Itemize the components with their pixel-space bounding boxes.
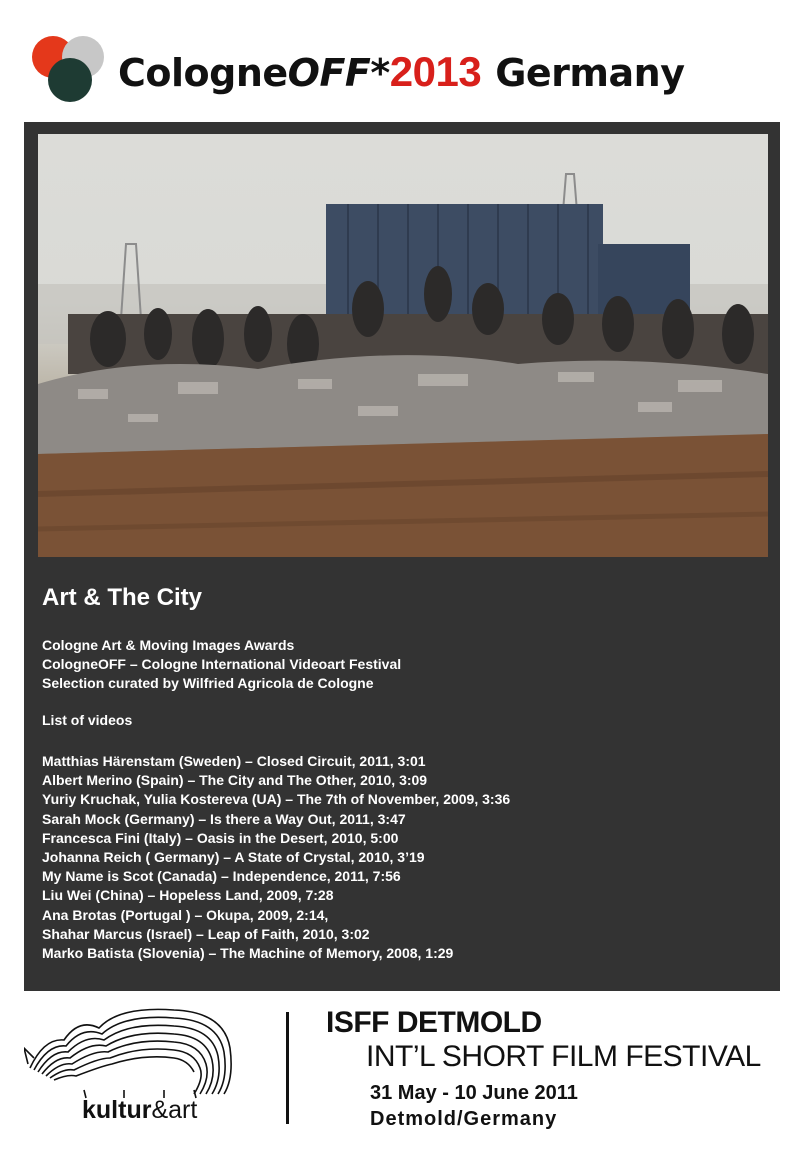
brand-off: OFF: [287, 51, 371, 95]
isff-title: ISFF DETMOLD: [326, 1006, 542, 1039]
kultur-bold: kultur: [82, 1096, 152, 1124]
info-line: Selection curated by Wilfried Agricola de Cologne: [42, 675, 374, 692]
header: [0, 0, 800, 120]
video-item: Francesca Fini (Italy) – Oasis in the Desert, 2010, 5:00: [42, 829, 399, 846]
three-dots-logo-icon: [32, 36, 108, 102]
brand-year: 2013: [389, 48, 482, 95]
isff-subtitle: INT’L SHORT FILM FESTIVAL: [366, 1040, 761, 1073]
video-item: Marko Batista (Slovenia) – The Machine of Memory, 2008, 1:29: [42, 945, 454, 962]
video-item: Ana Brotas (Portugal ) – Okupa, 2009, 2:14,: [42, 906, 329, 923]
kultur-art-logo: [82, 1096, 197, 1125]
video-item: Yuriy Kruchak, Yulia Kostereva (UA) – The 7th of November, 2009, 3:36: [42, 791, 511, 808]
landfill-photo: [38, 134, 768, 557]
video-item: Albert Merino (Spain) – The City and The Other, 2010, 3:09: [42, 772, 428, 789]
video-item: Sarah Mock (Germany) – Is there a Way Out, 2011, 3:47: [42, 810, 406, 827]
divider: [286, 1012, 289, 1124]
festival-place: Detmold/Germany: [370, 1108, 558, 1130]
brand-star: *: [370, 51, 390, 95]
video-item: Matthias Härenstam (Sweden) – Closed Circuit, 2011, 3:01: [42, 753, 426, 769]
video-item: My Name is Scot (Canada) – Independence, 2011, 7:56: [42, 868, 401, 885]
info-line: CologneOFF – Cologne International Videoart Festival: [42, 656, 402, 673]
video-item: Liu Wei (China) – Hopeless Land, 2009, 7:28: [42, 887, 334, 904]
program-info: [42, 636, 401, 694]
brand-main: Cologne: [118, 51, 288, 95]
festival-dates: 31 May - 10 June 2011: [370, 1082, 578, 1104]
program-title: Art & The City: [42, 584, 203, 611]
program-panel: [24, 122, 780, 991]
kultur-rest: &art: [151, 1096, 198, 1124]
video-list-heading: List of videos: [42, 712, 133, 728]
video-list: [42, 752, 510, 963]
info-line: Cologne Art & Moving Images Awards: [42, 637, 295, 653]
video-item: Shahar Marcus (Israel) – Leap of Faith, 2010, 3:02: [42, 925, 370, 942]
video-item: Johanna Reich ( Germany) – A State of Crystal, 2010, 3’19: [42, 849, 425, 866]
festival-title: [118, 42, 684, 103]
rhino-logo-icon: [24, 998, 244, 1102]
brand-country: Germany: [495, 51, 685, 95]
